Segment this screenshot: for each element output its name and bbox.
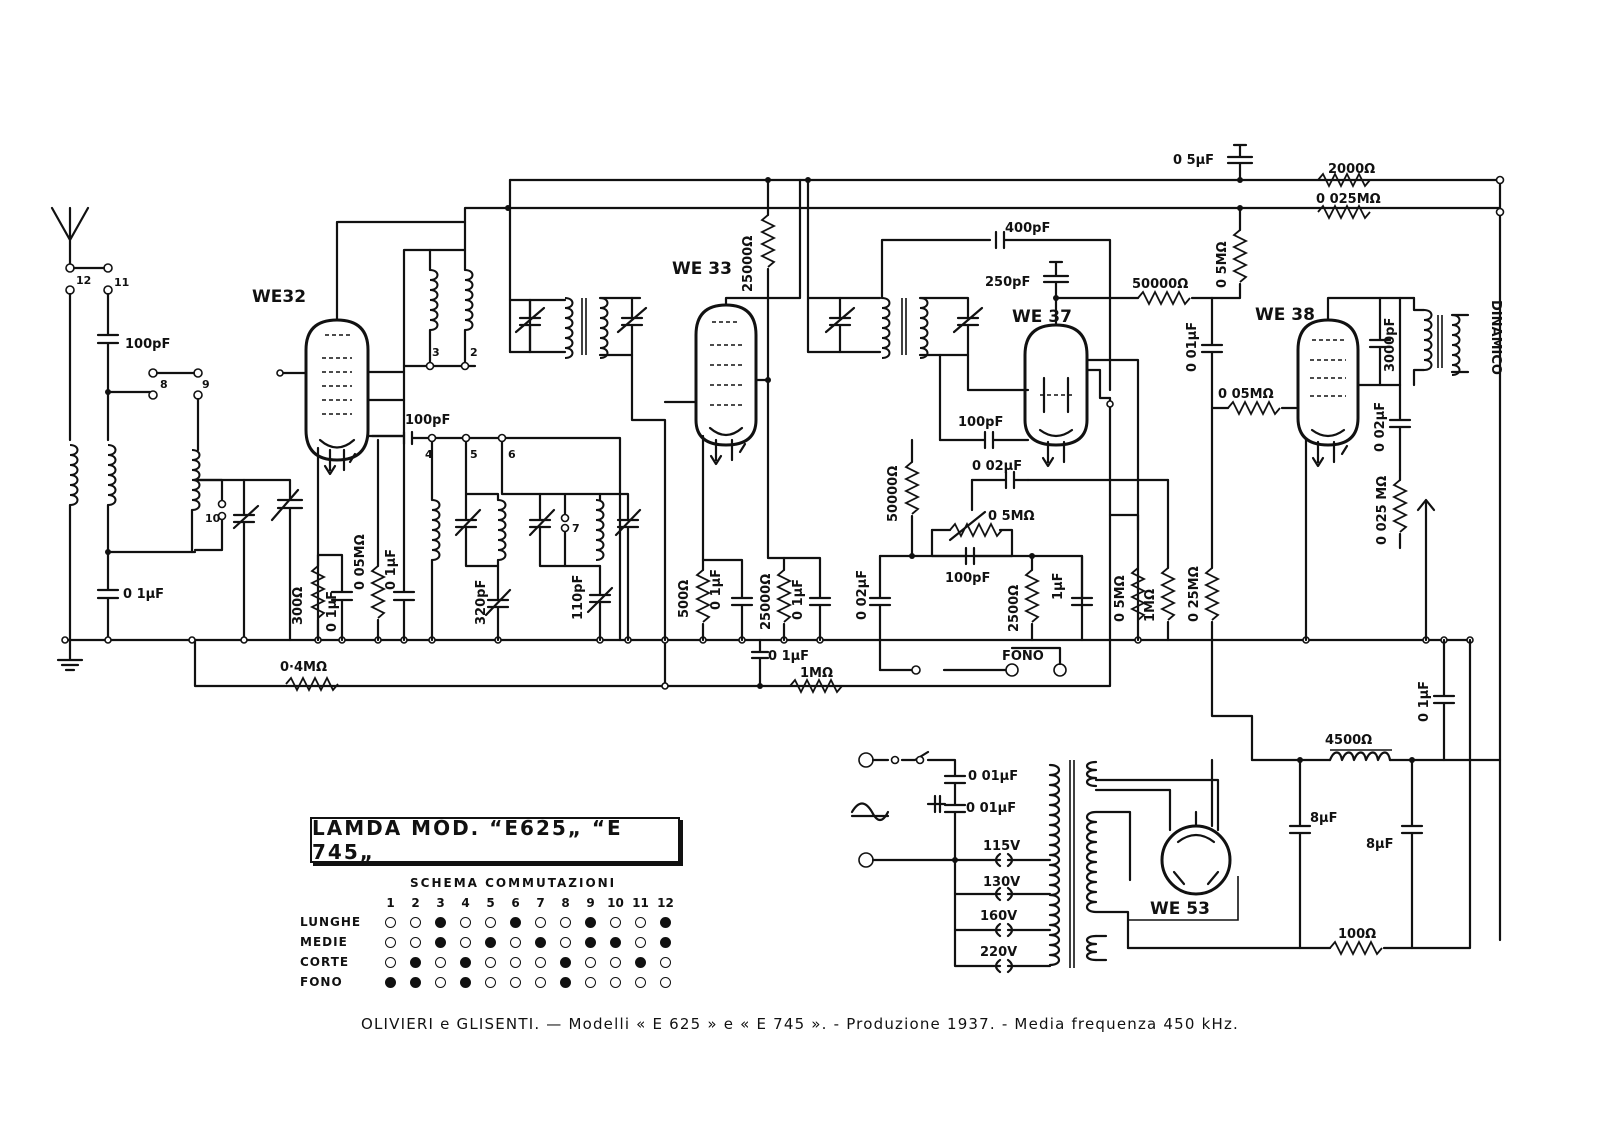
switch-cell: [478, 977, 503, 988]
switch-closed-dot: [460, 957, 471, 968]
switch-cell: [378, 917, 403, 928]
term-11: 11: [114, 276, 130, 289]
switch-cell: [653, 977, 678, 988]
switch-closed-dot: [510, 917, 521, 928]
switch-open-dot: [510, 977, 521, 988]
rf-input-coil: [192, 399, 302, 640]
switch-column-6: 6: [511, 896, 520, 910]
switch-cell: [578, 957, 603, 968]
switch-cell: [478, 937, 503, 948]
switch-open-dot: [460, 937, 471, 948]
cap-01-32-label: 0 1μF: [325, 590, 340, 632]
cap-100pf-ant-label: 100pF: [125, 337, 171, 352]
switch-cell: [528, 937, 553, 948]
switch-cell: [453, 937, 478, 948]
switch-cell: [578, 917, 603, 928]
res-1m-bot-label: 1MΩ: [800, 666, 834, 681]
switch-cell: [603, 977, 628, 988]
switch-open-dot: [460, 917, 471, 928]
switch-open-dot: [435, 977, 446, 988]
switch-cell: [628, 977, 653, 988]
switch-open-dot: [610, 977, 621, 988]
switch-cell: [553, 937, 578, 948]
cap-05uf-label: 0 5μF: [1173, 153, 1215, 168]
switch-open-dot: [485, 957, 496, 968]
switch-row-lunghe: [300, 912, 678, 932]
switch-cell: [378, 957, 403, 968]
switch-open-dot: [485, 977, 496, 988]
switch-open-dot: [410, 917, 421, 928]
switch-row-label: MEDIE: [300, 935, 348, 949]
cap-3000-label: 3000pF: [1383, 317, 1398, 372]
switch-open-dot: [535, 977, 546, 988]
cap-8uf-b-label: 8μF: [1366, 837, 1394, 852]
switch-closed-dot: [410, 957, 421, 968]
res-300-label: 300Ω: [291, 586, 306, 625]
fono-label: FONO: [1002, 649, 1044, 664]
switch-open-dot: [410, 937, 421, 948]
switch-closed-dot: [535, 937, 546, 948]
term-12: 12: [76, 274, 92, 287]
res-25000b-label: 25000Ω: [759, 573, 774, 630]
switch-open-dot: [635, 977, 646, 988]
switch-cell: [428, 977, 453, 988]
res-05m-37-label: 0 5MΩ: [988, 509, 1035, 524]
switch-cell: [628, 957, 653, 968]
switch-closed-dot: [660, 917, 671, 928]
switch-closed-dot: [460, 977, 471, 988]
switch-row-fono: [300, 972, 678, 992]
resistor-0025m: [1316, 192, 1381, 218]
switch-cell: [378, 937, 403, 948]
switch-cell: [503, 937, 528, 948]
switch-column-8: 8: [561, 896, 570, 910]
switch-row-medie: [300, 932, 678, 952]
switch-cell: [553, 977, 578, 988]
tube-we33: [665, 259, 771, 560]
switch-cell: [628, 937, 653, 948]
switch-open-dot: [660, 957, 671, 968]
antenna: [52, 208, 210, 670]
we37-label: WE 37: [1012, 307, 1072, 327]
cap-400pf-label: 400pF: [1005, 221, 1051, 236]
v130-label: 130V: [983, 875, 1021, 890]
switch-cell: [403, 957, 428, 968]
switch-cell: [453, 977, 478, 988]
switch-cell: [528, 957, 553, 968]
term-10: 10: [205, 512, 221, 525]
v115-label: 115V: [983, 839, 1021, 854]
switch-open-dot: [585, 957, 596, 968]
term-9: 9: [202, 378, 210, 391]
v220-label: 220V: [980, 945, 1018, 960]
tube-we32: [252, 222, 404, 640]
cap-1uf-label: 1μF: [1051, 572, 1066, 600]
res-2500-label: 2500Ω: [1007, 584, 1022, 632]
switch-cell: [603, 937, 628, 948]
cap-01-33-label: 0 1μF: [709, 568, 724, 610]
switch-row-label: FONO: [300, 975, 343, 989]
term-6: 6: [508, 448, 516, 461]
res-0025-38-label: 0 025 MΩ: [1375, 475, 1390, 545]
switch-cell: [553, 917, 578, 928]
switch-column-5: 5: [486, 896, 495, 910]
switch-cell: [478, 917, 503, 928]
switch-open-dot: [560, 937, 571, 948]
switch-row-label: CORTE: [300, 955, 350, 969]
switch-open-dot: [435, 957, 446, 968]
cap-01-32b-label: 0 1μF: [384, 548, 399, 590]
switch-closed-dot: [560, 977, 571, 988]
switch-column-11: 11: [632, 896, 649, 910]
cap-002-38-label: 0 02μF: [1373, 401, 1388, 452]
term-7: 7: [572, 522, 580, 535]
switch-open-dot: [485, 917, 496, 928]
ground-bus: [62, 637, 1473, 692]
switching-table-title: SCHEMA COMMUTAZIONI: [410, 876, 617, 890]
tube-we37: [985, 262, 1212, 640]
we33-plate-load: [741, 180, 800, 570]
switch-closed-dot: [635, 957, 646, 968]
we32-osc-coils: [372, 222, 640, 640]
switch-cell: [503, 957, 528, 968]
switch-closed-dot: [410, 977, 421, 988]
cap-250pf-label: 250pF: [985, 275, 1031, 290]
if-transformer-1: [510, 298, 665, 640]
cap-110-label: 110pF: [571, 574, 586, 620]
switch-cell: [403, 937, 428, 948]
switch-open-dot: [385, 937, 396, 948]
res-2000-label: 2000Ω: [1328, 162, 1376, 177]
switch-column-12: 12: [657, 896, 674, 910]
switch-cell: [403, 917, 428, 928]
switch-cell: [453, 957, 478, 968]
cap-001-p2-label: 0 01μF: [966, 801, 1017, 816]
switch-column-3: 3: [436, 896, 445, 910]
switch-cell: [528, 917, 553, 928]
cap-01-r-label: 0 1μF: [1417, 680, 1432, 722]
term-4: 4: [425, 448, 433, 461]
switch-column-9: 9: [586, 896, 595, 910]
v160-label: 160V: [980, 909, 1018, 924]
switch-column-10: 10: [607, 896, 624, 910]
switch-column-2: 2: [411, 896, 420, 910]
switch-cell: [628, 917, 653, 928]
model-title-box: [310, 817, 680, 863]
term-5: 5: [470, 448, 478, 461]
dinamico-label: DINAMICO: [1488, 300, 1503, 375]
switch-open-dot: [660, 977, 671, 988]
switch-cell: [578, 937, 603, 948]
switch-column-4: 4: [461, 896, 470, 910]
output-transformer: [1370, 298, 1503, 640]
switch-closed-dot: [385, 977, 396, 988]
switch-cell: [428, 937, 453, 948]
cap-01-ant-label: 0 1μF: [123, 587, 165, 602]
term-3: 3: [432, 346, 440, 359]
res-100-label: 100Ω: [1338, 927, 1377, 942]
switch-closed-dot: [585, 917, 596, 928]
switch-cell: [578, 977, 603, 988]
switch-cell: [528, 977, 553, 988]
switch-cell: [503, 917, 528, 928]
res-005m-32-label: 0 05MΩ: [353, 534, 368, 590]
res-005m-38-label: 0 05MΩ: [1218, 387, 1274, 402]
switch-closed-dot: [660, 937, 671, 948]
model-title: LAMDA MOD. “E625„ “E 745„: [312, 816, 623, 864]
switch-open-dot: [535, 917, 546, 928]
caption: OLIVIERI e GLISENTI. — Modelli « E 625 » e « E 745 ». - Produzione 1937. - Media frequenza 450 kHz.: [360, 1015, 1240, 1033]
switch-open-dot: [385, 917, 396, 928]
res-50000v-label: 50000Ω: [886, 465, 901, 522]
res-25000a-label: 25000Ω: [741, 235, 756, 292]
switch-column-7: 7: [536, 896, 545, 910]
term-8: 8: [160, 378, 168, 391]
switch-cell: [653, 917, 678, 928]
cap-001a-label: 0 01μF: [1185, 321, 1200, 372]
we37-output: [1110, 480, 1174, 640]
switch-closed-dot: [435, 917, 446, 928]
switch-closed-dot: [485, 937, 496, 948]
switch-open-dot: [610, 917, 621, 928]
switch-row-corte: [300, 952, 678, 972]
switch-cell: [653, 937, 678, 948]
switch-open-dot: [385, 957, 396, 968]
switch-cell: [503, 977, 528, 988]
switch-open-dot: [535, 957, 546, 968]
cap-01-33b-label: 0 1μF: [791, 578, 806, 620]
switch-column-1: 1: [386, 896, 395, 910]
switch-cell: [428, 917, 453, 928]
cap-100pf-37-label: 100pF: [958, 415, 1004, 430]
res-05m-b-label: 0 5MΩ: [1113, 575, 1128, 622]
we33-cathode: [677, 558, 830, 640]
cap-320-label: 320pF: [474, 579, 489, 625]
res-025m-label: 0 25MΩ: [1187, 566, 1202, 622]
res-500-label: 500Ω: [677, 579, 692, 618]
cap-8uf-a-label: 8μF: [1310, 811, 1338, 826]
res-4500-label: 4500Ω: [1325, 733, 1373, 748]
switch-cell: [378, 977, 403, 988]
switch-cell: [428, 957, 453, 968]
we32-label: WE32: [252, 287, 307, 307]
resistor-2000: [1318, 162, 1375, 186]
switch-open-dot: [560, 917, 571, 928]
switch-closed-dot: [435, 937, 446, 948]
switch-open-dot: [610, 957, 621, 968]
cap-100pf-b-label: 100pF: [945, 571, 991, 586]
switch-closed-dot: [585, 937, 596, 948]
switch-cell: [478, 957, 503, 968]
switch-open-dot: [635, 917, 646, 928]
switch-closed-dot: [560, 957, 571, 968]
switch-cell: [603, 957, 628, 968]
cap-002-det-label: 0 02μF: [855, 569, 870, 620]
switch-cell: [403, 977, 428, 988]
switch-cell: [603, 917, 628, 928]
res-50000-label: 50000Ω: [1132, 277, 1189, 292]
switch-open-dot: [510, 937, 521, 948]
switch-open-dot: [585, 977, 596, 988]
we33-label: WE 33: [672, 259, 732, 279]
we53-label: WE 53: [1150, 899, 1210, 919]
we38-coupling: [1185, 208, 1296, 760]
switch-cell: [653, 957, 678, 968]
switch-cell: [553, 957, 578, 968]
we37-detector: [855, 415, 1092, 676]
switching-table-header: [378, 896, 678, 910]
cap-01-bot-label: 0 1μF: [768, 649, 810, 664]
res-1m-label: 1MΩ: [1143, 588, 1158, 622]
res-0025m-label: 0 025MΩ: [1316, 192, 1381, 207]
cap-002-37-label: 0 02μF: [972, 459, 1023, 474]
switch-open-dot: [635, 937, 646, 948]
switch-row-label: LUNGHE: [300, 915, 362, 929]
term-2: 2: [470, 346, 478, 359]
switch-cell: [453, 917, 478, 928]
capacitor-05uf: [1173, 145, 1252, 180]
res-05ma-label: 0 5MΩ: [1215, 241, 1230, 288]
power-supply: [852, 640, 1500, 972]
cap-100pf-mid-label: 100pF: [405, 413, 451, 428]
switch-open-dot: [510, 957, 521, 968]
res-04m-label: 0·4MΩ: [280, 660, 328, 675]
cap-001-p1-label: 0 01μF: [968, 769, 1019, 784]
we38-label: WE 38: [1255, 305, 1315, 325]
switch-closed-dot: [610, 937, 621, 948]
